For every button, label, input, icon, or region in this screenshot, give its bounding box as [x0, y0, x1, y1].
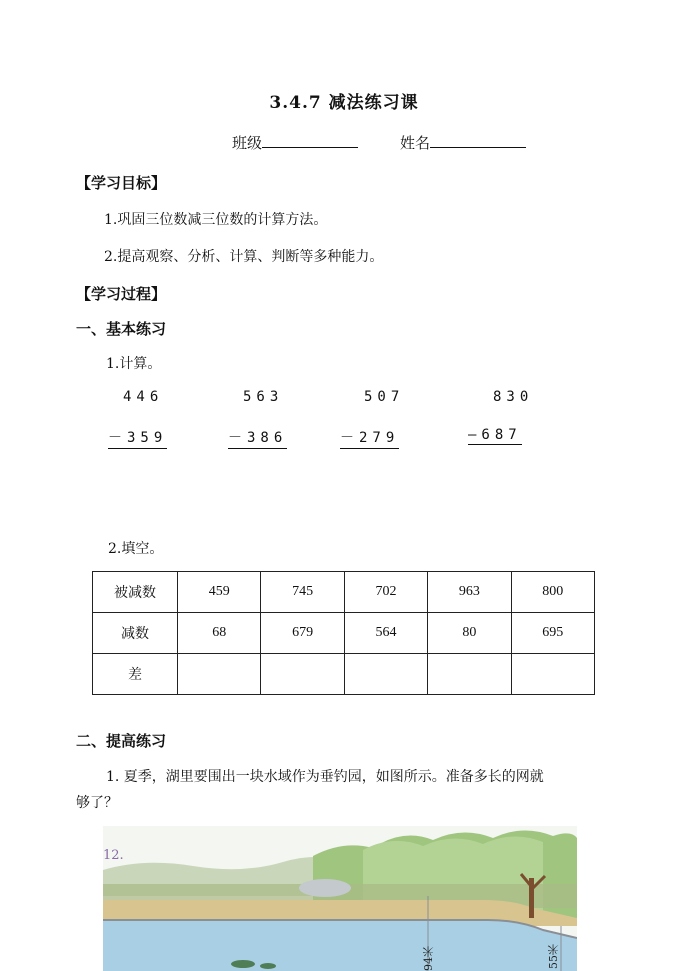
problem-2-bottom: －386	[228, 427, 287, 449]
problem-2-top: 563	[243, 389, 284, 405]
part2-heading: 二、提高练习	[76, 732, 167, 750]
part1-heading: 一、基本练习	[76, 320, 167, 338]
name-field	[400, 132, 526, 153]
goal-item-2: 2.提高观察、分析、计算、判断等多种能力。	[104, 249, 384, 265]
answer-cell[interactable]	[428, 654, 511, 695]
class-label: 班级	[232, 134, 263, 152]
lake-scene	[103, 826, 577, 971]
problem-1-bottom: －359	[108, 427, 167, 449]
table-cell: 963	[428, 572, 511, 613]
goals-heading: 【学习目标】	[76, 174, 167, 192]
name-label: 姓名	[400, 134, 431, 152]
problem-4-top: 830	[493, 389, 534, 405]
table-cell: 80	[428, 613, 511, 654]
row-header: 差	[93, 654, 178, 695]
name-blank[interactable]	[430, 133, 526, 148]
lake-illustration	[103, 826, 577, 971]
distance-label-a: 94米	[422, 946, 435, 971]
part2-q1-line2: 够了？	[76, 795, 118, 811]
table-cell: 679	[261, 613, 344, 654]
page-title: 3.4.7 减法练习课	[269, 93, 419, 113]
table-cell: 745	[261, 572, 344, 613]
table-cell: 800	[511, 572, 594, 613]
table-row	[93, 613, 595, 654]
table-cell: 68	[178, 613, 261, 654]
table-cell: 564	[344, 613, 427, 654]
table-row	[93, 654, 595, 695]
class-field	[232, 132, 358, 153]
figure-number: 12.	[103, 848, 124, 863]
q1-label: 1.计算。	[106, 356, 162, 372]
fill-table	[92, 571, 595, 695]
problem-3-bottom: －279	[340, 427, 399, 449]
answer-cell[interactable]	[261, 654, 344, 695]
problem-4-bottom: —687	[468, 427, 522, 443]
answer-cell[interactable]	[511, 654, 594, 695]
row-header: 减数	[93, 613, 178, 654]
table-cell: 702	[344, 572, 427, 613]
row-header: 被减数	[93, 572, 178, 613]
process-heading: 【学习过程】	[76, 285, 167, 303]
table-cell: 459	[178, 572, 261, 613]
answer-cell[interactable]	[178, 654, 261, 695]
table-row	[93, 572, 595, 613]
problem-3-top: 507	[364, 389, 405, 405]
q2-label: 2.填空。	[108, 541, 164, 557]
table-cell: 695	[511, 613, 594, 654]
problem-1-top: 446	[123, 389, 164, 405]
distance-label-b: 55米	[547, 944, 560, 969]
part2-q1-line1: 1. 夏季，湖里要围出一块水域作为垂钓园，如图所示。准备多长的网就	[106, 769, 544, 785]
goal-item-1: 1.巩固三位数减三位数的计算方法。	[104, 212, 328, 228]
answer-cell[interactable]	[344, 654, 427, 695]
class-blank[interactable]	[262, 133, 358, 148]
